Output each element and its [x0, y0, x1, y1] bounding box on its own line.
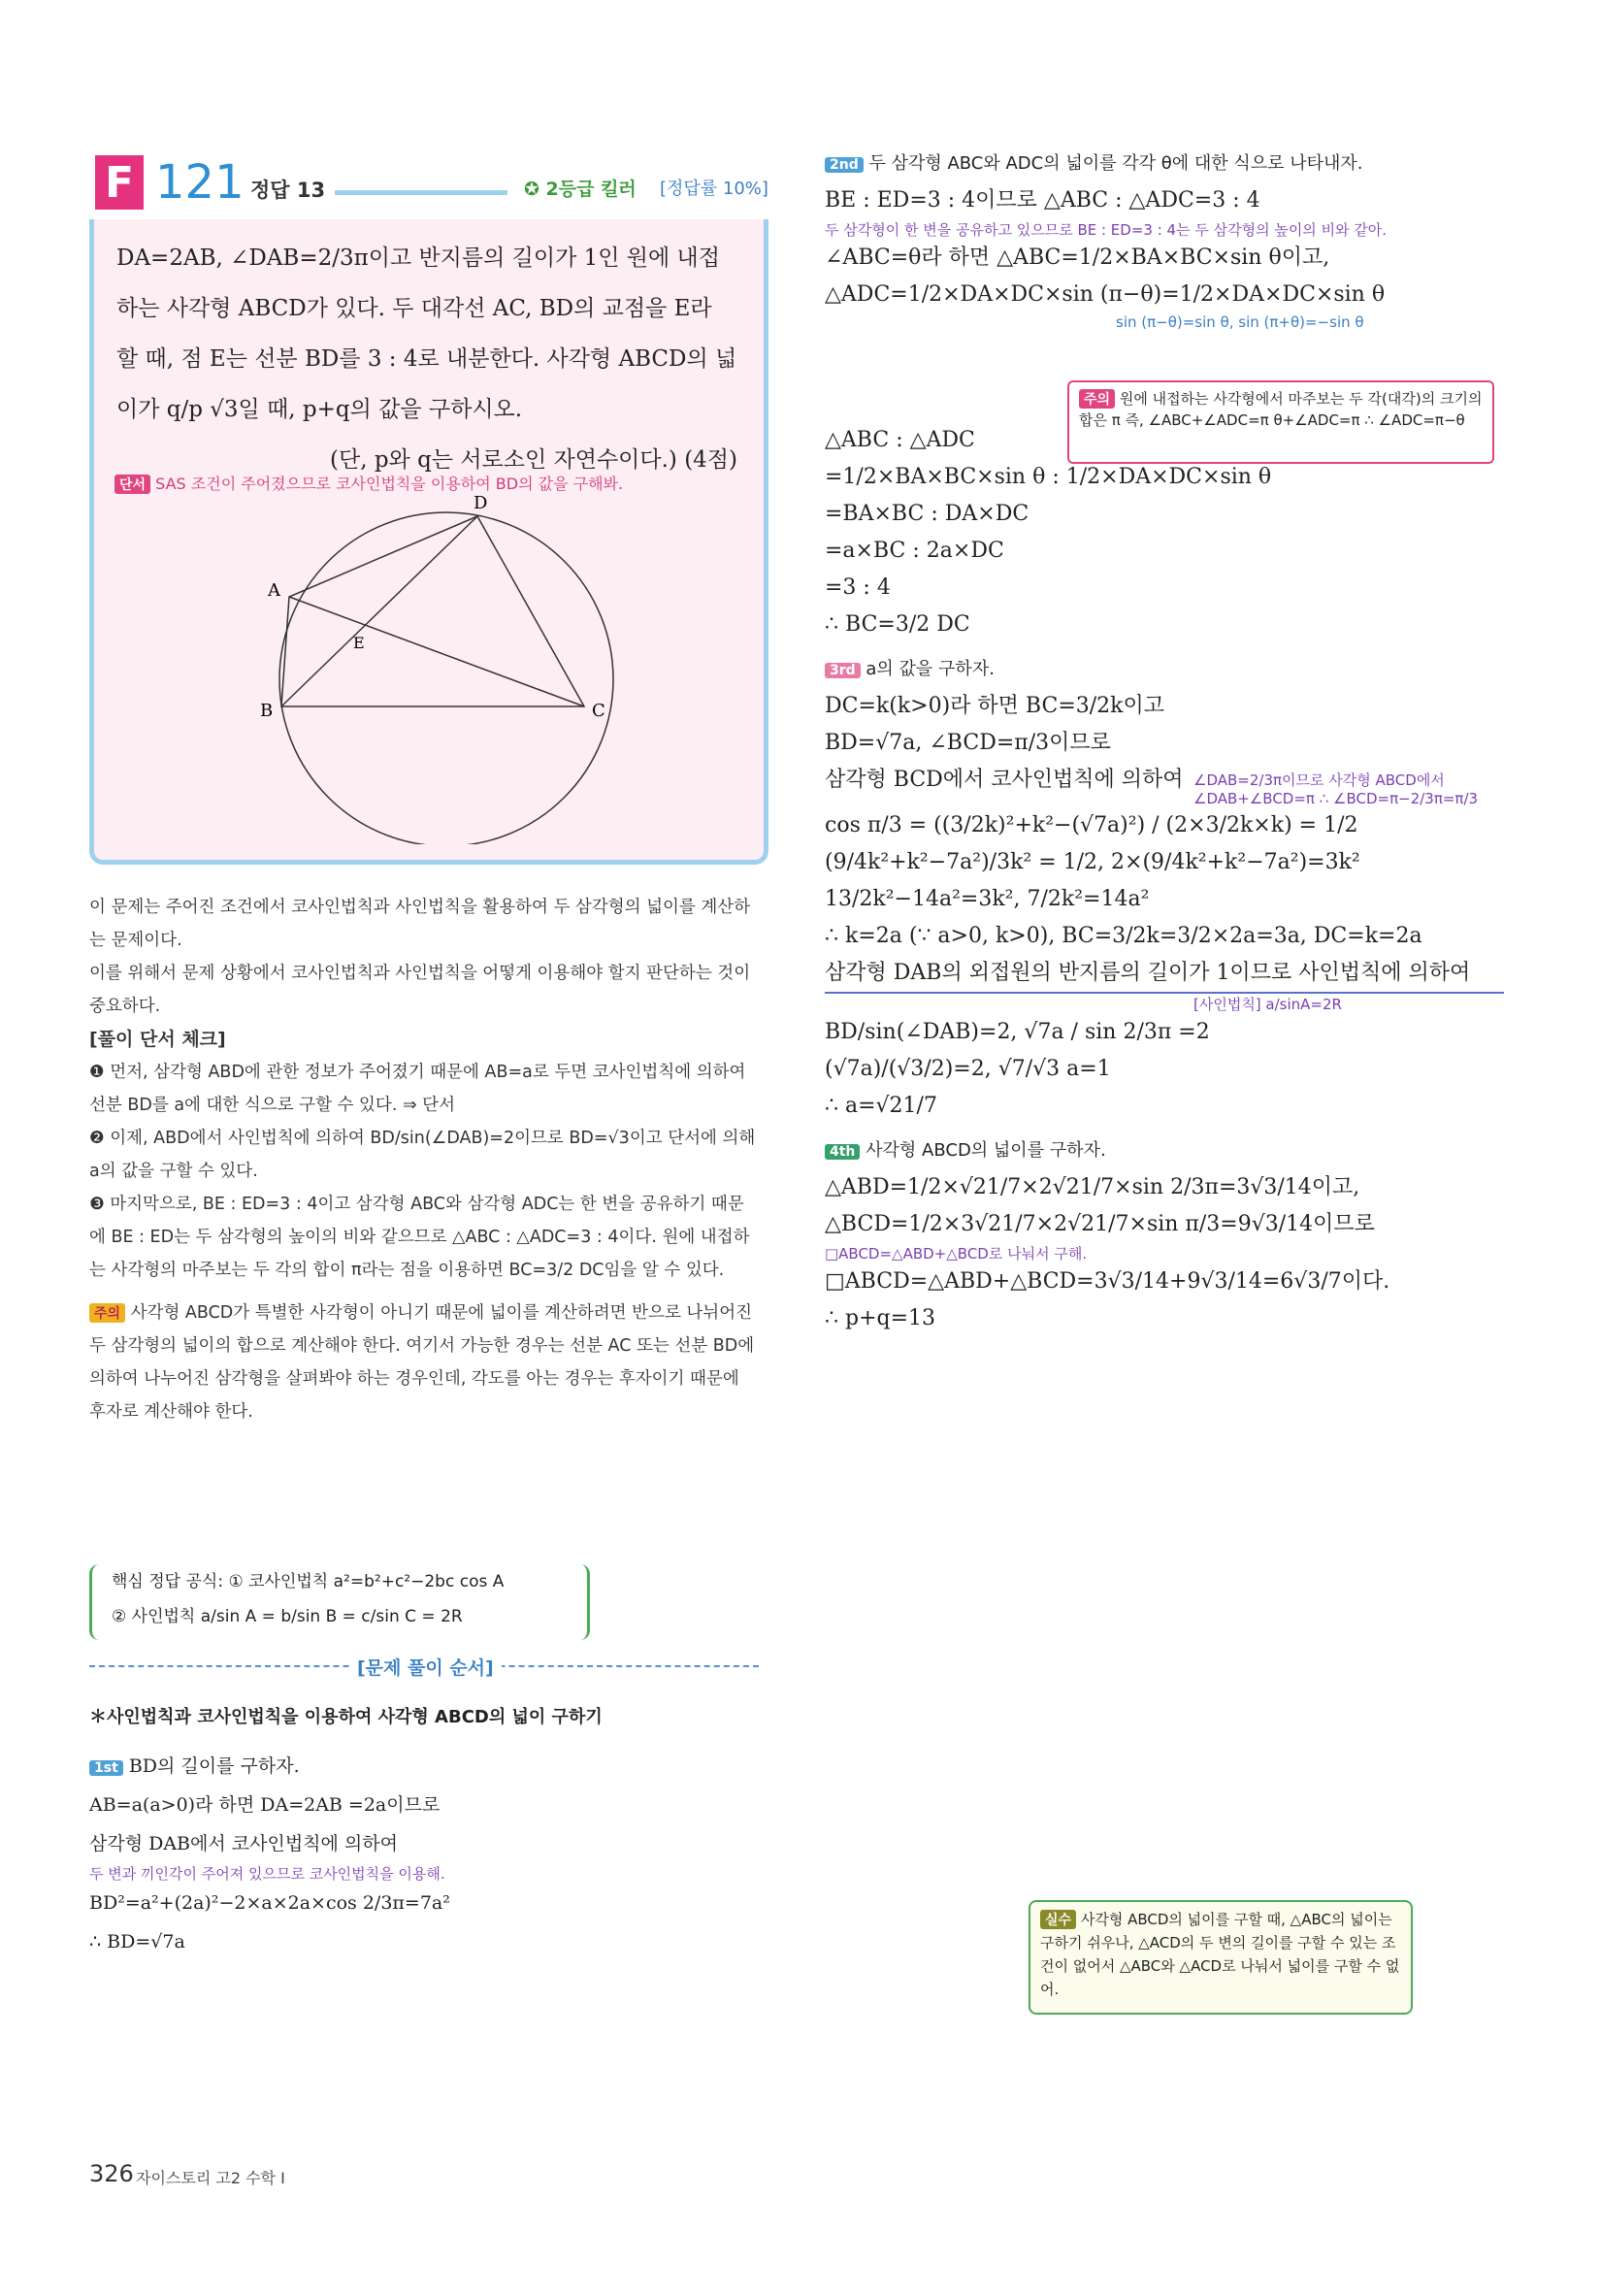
- intro-text: 이 문제는 주어진 조건에서 코사인법칙과 사인법칙을 활용하여 두 삼각형의 넓이를 계산하는 문제이다.: [89, 898, 751, 950]
- problem-line: 하는 사각형 ABCD가 있다. 두 대각선 AC, BD의 교점을 E라: [116, 296, 712, 321]
- circle-diagram: [252, 495, 640, 844]
- step4-tag: 4th: [825, 1144, 860, 1160]
- step2-line: △ABC : △ADC: [825, 428, 975, 452]
- label-c: C: [592, 701, 605, 721]
- step2-tag: 2nd: [825, 157, 864, 173]
- answer-label: 정답 13: [250, 179, 326, 202]
- formula-sine: ② 사인법칙 a/sin A = b/sin B = c/sin C = 2R: [112, 1607, 463, 1626]
- step3-line: BD=√7a, ∠BCD=π/3이므로: [825, 731, 1111, 755]
- problem-condition: (단, p와 q는 서로소인 자연수이다.) (4점): [330, 447, 737, 473]
- label-b: B: [260, 701, 274, 721]
- order-title: [문제 풀이 순서]: [349, 1654, 502, 1680]
- step2-title: 두 삼각형 ABC와 ADC의 넓이를 각각 θ에 대한 식으로 나타내자.: [868, 153, 1363, 174]
- step4-line: ∴ p+q=13: [825, 1306, 936, 1330]
- formula-cosine: 핵심 정답 공식: ① 코사인법칙 a²=b²+c²−2bc cos A: [112, 1572, 505, 1591]
- step2-line: =a×BC : 2a×DC: [825, 539, 1004, 563]
- caution-tag: 주의: [89, 1303, 125, 1323]
- step1-line: AB=a(a>0)라 하면 DA=2AB =2a이므로: [89, 1794, 441, 1816]
- step3-line: 삼각형 DAB의 외접원의 반지름의 길이가 1이므로 사인법칙에 의하여: [825, 955, 1504, 994]
- key-formula-box: [89, 1564, 590, 1640]
- step1-title: BD의 길이를 구하자.: [128, 1755, 300, 1777]
- step1-line: ∴ BD=√7a: [89, 1931, 185, 1952]
- header-divider: [335, 190, 507, 195]
- step3-line: (9/4k²+k²−7a²)/3k² = 1/2, 2×(9/4k²+k²−7a²)=3k²: [825, 850, 1360, 874]
- hint-tag: 단서: [114, 475, 150, 494]
- step3-tag: 3rd: [825, 663, 861, 678]
- warn-text: 원에 내접하는 사각형에서 마주보는 두 각(대각)의 크기의 합은 π 즉, ∠ABC+∠ADC=π θ+∠ADC=π ∴ ∠ADC=π−θ: [1079, 390, 1483, 429]
- label-e: E: [353, 634, 365, 652]
- warn-tag: 주의: [1079, 389, 1115, 409]
- step3-note: ∠DAB=2/3π이므로 사각형 ABCD에서 ∠DAB+∠BCD=π ∴ ∠BCD=π−2/3π=π/3: [1193, 771, 1479, 807]
- step3-sine-note: [사인법칙] a/sinA=2R: [1193, 996, 1342, 1013]
- check-title: [풀이 단서 체크]: [89, 1029, 226, 1050]
- step3-line: DC=k(k>0)라 하면 BC=3/2k이고: [825, 694, 1164, 718]
- check-step-1: ❶ 먼저, 삼각형 ABD에 관한 정보가 주어졌기 때문에 AB=a로 두면 코사인법칙에 의하여 선분 BD를 a에 대한 식으로 구할 수 있다. ⇒ 단서: [89, 1063, 746, 1115]
- step3-line: 삼각형 BCD에서 코사인법칙에 의하여: [825, 768, 1184, 792]
- caution-text: 사각형 ABCD가 특별한 사각형이 아니기 때문에 넓이를 계산하려면 반으로 나뉘어진 두 삼각형의 넓이의 합으로 계산해야 한다. 여기서 가능한 경우는 선분 AC 또는 선분 BD에 의하여 나누어진 삼각형을 살펴봐야 하는 경우인데, 각도를 아는 경우는 후자이기 때문에 후자로 계산해야 한다.: [89, 1303, 755, 1422]
- goal-text: ＊사인법칙과 코사인법칙을 이용하여 사각형 ABCD의 넓이 구하기: [89, 1707, 603, 1727]
- step4-heading: [825, 1132, 1504, 1169]
- step3-line: ∴ k=2a (∵ a>0, k>0), BC=3/2k=3/2×2a=3a, DC=k=2a: [825, 924, 1422, 948]
- page-number: 326: [89, 2160, 134, 2187]
- step2-sine-note: sin (π−θ)=sin θ, sin (π+θ)=−sin θ: [1116, 313, 1364, 331]
- step4-note: □ABCD=△ABD+△BCD로 나눠서 구해.: [825, 1245, 1088, 1263]
- mistake-text: 사각형 ABCD의 넓이를 구할 때, △ABC의 넓이는 구하기 쉬우나, △ACD의 두 변의 길이를 구할 수 있는 조건이 없어서 △ABC와 △ACD로 나눠서 넓이를 구할 수 없어.: [1040, 1911, 1400, 1998]
- solution-step-1: [89, 1698, 759, 1961]
- step3-line: 13/2k²−14a²=3k², 7/2k²=14a²: [825, 887, 1150, 911]
- check-step-2: ❷ 이제, ABD에서 사인법칙에 의하여 BD/sin(∠DAB)=2이므로 BD=√3이고 단서에 의해 a의 값을 구할 수 있다.: [89, 1129, 756, 1181]
- correct-rate: [정답률 10%]: [660, 179, 768, 199]
- step3-line: cos π/3 = ((3/2k)²+k²−(√7a)²) / (2×3/2k×k) = 1/2: [825, 813, 1358, 837]
- step1-heading: [89, 1747, 759, 1786]
- explanation: [89, 891, 759, 1428]
- solution-right: [825, 146, 1504, 1337]
- step4-title: 사각형 ABCD의 넓이를 구하자.: [866, 1140, 1106, 1161]
- step2-line: ∴ BC=3/2 DC: [825, 612, 970, 637]
- step1-line: 삼각형 DAB에서 코사인법칙에 의하여: [89, 1833, 398, 1854]
- problem-hint: [114, 472, 623, 494]
- label-a: A: [268, 580, 280, 601]
- problem-line: 할 때, 점 E는 선분 BD를 3 : 4로 내분한다. 사각형 ABCD의 넓: [116, 346, 737, 372]
- step4-line: △BCD=1/2×3√21/7×2√21/7×sin π/3=9√3/14이므로: [825, 1212, 1375, 1236]
- step4-line: △ABD=1/2×√21/7×2√21/7×sin 2/3π=3√3/14이고,: [825, 1175, 1360, 1199]
- step3-heading: [825, 651, 1504, 688]
- grade-badge: ✪ 2등급 킬러: [524, 179, 637, 200]
- step2-line: ∠ABC=θ라 하면 △ABC=1/2×BA×BC×sin θ이고,: [825, 246, 1330, 270]
- step3-line: (√7a)/(√3/2)=2, √7/√3 a=1: [825, 1057, 1111, 1081]
- step2-line: =3 : 4: [825, 575, 891, 600]
- check-step-3: ❸ 마지막으로, BE : ED=3 : 4이고 삼각형 ABC와 삼각형 ADC는 한 변을 공유하기 때문에 BE : ED는 두 삼각형의 높이의 비와 같으므로 △ABC : △ADC=3 : 4이다. 원에 내접하는 사각형의 마주보는 두 각의 합이 π라는 점을 이용하면 BC=3/2 DC임을 알 수 있다.: [89, 1195, 750, 1280]
- problem-line: 이가 q/p √3일 때, p+q의 값을 구하시오.: [116, 397, 523, 422]
- step4-line: □ABCD=△ABD+△BCD=3√3/14+9√3/14=6√3/7이다.: [825, 1269, 1390, 1294]
- caution-box: [1067, 380, 1494, 464]
- step2-line: =1/2×BA×BC×sin θ : 1/2×DA×DC×sin θ: [825, 465, 1272, 489]
- problem-text: [116, 233, 737, 485]
- diagonal-bd: [281, 516, 477, 706]
- step1-note: 두 변과 끼인각이 주어져 있으므로 코사인법칙을 이용해.: [89, 1865, 445, 1883]
- step2-note: 두 삼각형이 한 변을 공유하고 있으므로 BE : ED=3 : 4는 두 삼각형의 높이의 비와 같아.: [825, 221, 1388, 239]
- step1-tag: 1st: [89, 1760, 123, 1776]
- step3-line: ∴ a=√21/7: [825, 1094, 937, 1118]
- step3-title: a의 값을 구하자.: [866, 659, 995, 679]
- book-title: 자이스토리 고2 수학 Ⅰ: [136, 2169, 285, 2187]
- step2-heading: [825, 146, 1504, 182]
- problem-line: DA=2AB, ∠DAB=2/3π이고 반지름의 길이가 1인 원에 내접: [116, 246, 720, 271]
- intro-text-2: 이를 위해서 문제 상황에서 코사인법칙과 사인법칙을 어떻게 이용해야 할지 판단하는 것이 중요하다.: [89, 964, 751, 1016]
- hint-text: SAS 조건이 주어졌으므로 코사인법칙을 이용하여 BD의 값을 구해봐.: [155, 475, 624, 493]
- mistake-tag: 실수: [1040, 1910, 1076, 1929]
- step3-line: BD/sin(∠DAB)=2, √7a / sin 2/3π =2: [825, 1020, 1210, 1044]
- mistake-box: [1029, 1900, 1413, 2015]
- problem-number: 121: [155, 155, 245, 210]
- step1-line: BD²=a²+(2a)²−2×a×2a×cos 2/3π=7a²: [89, 1892, 450, 1914]
- step2-line: △ADC=1/2×DA×DC×sin (π−θ)=1/2×DA×DC×sin θ: [825, 282, 1386, 307]
- circumcircle: [279, 512, 613, 844]
- problem-logo: F: [95, 155, 144, 210]
- label-d: D: [474, 495, 488, 513]
- diagonal-ac: [289, 597, 584, 706]
- step2-line: =BA×BC : DA×DC: [825, 502, 1029, 526]
- caution-note: [89, 1296, 759, 1428]
- step2-line: BE : ED=3 : 4이므로 △ABC : △ADC=3 : 4: [825, 188, 1260, 213]
